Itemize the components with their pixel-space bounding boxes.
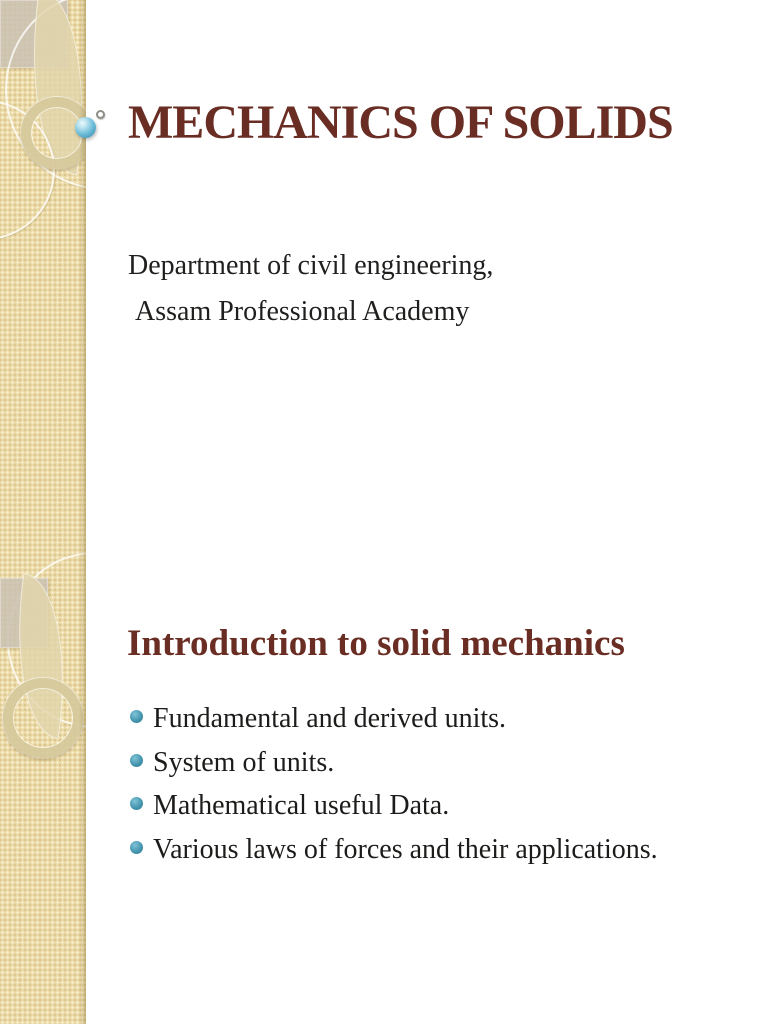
small-ring-icon [96,110,105,119]
bullet-text: Mathematical useful Data. [153,790,450,821]
list-item [129,697,658,741]
list-item [129,828,658,872]
bullet-dot-icon [130,710,143,723]
slide-2-heading: Introduction to solid mechanics [127,623,625,664]
subtitle-line-1: Department of civil engineering, [128,250,494,281]
bullet-text: Fundamental and derived units. [153,703,507,734]
list-item [129,784,658,828]
sphere-icon [75,117,96,138]
bullet-dot-icon [130,797,143,810]
slide-1-subtitle [128,243,493,335]
bullet-dot-icon [130,754,143,767]
slide-1-title: MECHANICS OF SOLIDS [128,96,673,149]
subtitle-line-2: Assam Professional Academy [128,296,470,327]
bullet-dot-icon [130,841,143,854]
list-item [129,741,658,785]
bullet-text: Various laws of forces and their applications. [153,833,658,865]
ring-ornament [3,678,83,758]
bullet-text: System of units. [153,746,335,778]
slide-template-sidebar [0,0,86,1024]
slide-2-bullet-list [129,697,658,871]
